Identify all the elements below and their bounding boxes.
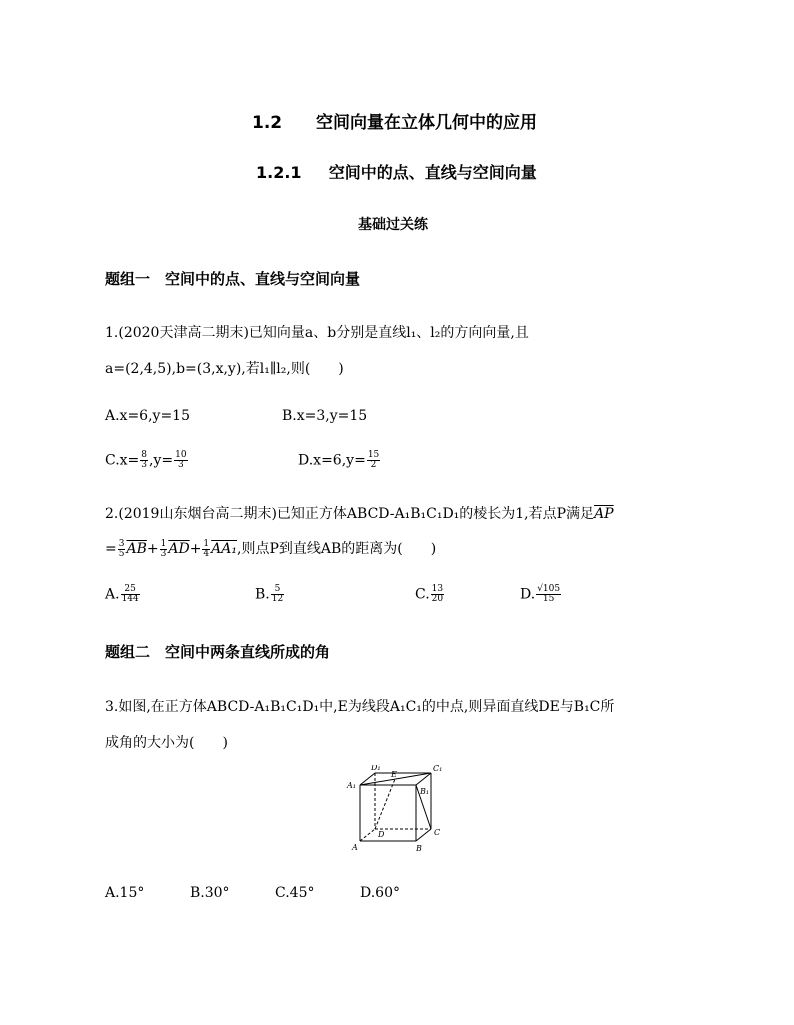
option-fraction [271,585,284,604]
level-heading: 基础过关练 [358,217,428,233]
q2-line1 [105,503,614,523]
option-label: D. [520,586,536,603]
q1-option-d-y-fraction [367,451,380,470]
label-b: B [416,844,422,853]
hidden-segment-d-e [375,779,395,829]
option-label: B. [255,586,270,603]
coef-aa1-fraction [202,540,210,559]
q1-option-c-y-fraction [174,451,187,470]
subsection-number: 1.2.1 [256,163,302,182]
group1-title: 题组一 空间中的点、直线与空间向量 [105,270,361,288]
subsection-heading [256,160,537,183]
q3-line2: 成角的大小为( ) [105,735,228,751]
coef-ad-fraction [160,540,168,559]
q3-option-a: A.15° [105,885,145,901]
vector-aa1: AA₁ [211,541,237,557]
q1-line2: a=(2,4,5),b=(3,x,y),若l₁∥l₂,则( ) [105,361,344,377]
fraction-denominator: 12 [271,594,284,604]
label-e: E [391,770,397,779]
q1-option-d-prefix: D.x=6,y= [298,452,366,469]
label-d1: D₁ [371,765,381,772]
q1-option-c-x-fraction [140,451,148,470]
edge-b-c [416,829,431,841]
plus-sign: + [189,541,202,557]
fraction-denominator: 15 [542,594,555,604]
fraction-denominator: 4 [203,548,210,559]
q2-option-d [520,585,562,604]
cube-figure [345,765,460,865]
label-c: C [434,828,441,837]
fraction-numerator: 1 [160,538,167,549]
equals-sign: = [105,541,117,557]
fraction-denominator: 20 [431,594,444,604]
fraction-denominator: 3 [141,460,148,470]
fraction-numerator: 10 [175,450,187,460]
fraction-denominator: 144 [121,594,139,604]
vector-ad: $\overline{AD}$ [168,541,190,557]
coef-ab-fraction [118,540,126,559]
fraction-numerator: √105 [537,584,561,594]
fraction-denominator: 3 [160,548,167,559]
q1-option-c-mid: ,y= [149,452,174,469]
q3-option-c: C.45° [275,885,315,901]
q1-option-c [105,451,189,470]
q2-option-a [105,585,141,604]
q3-option-b: B.30° [190,885,230,901]
q2-line1-text: 2.(2019山东烟台高二期末)已知正方体ABCD-A₁B₁C₁D₁的棱长为1,若点P满足 [105,506,595,522]
fraction-numerator: 5 [271,585,284,595]
label-b1: B₁ [420,787,430,796]
q2-line2-tail: ,则点P到直线AB的距离为( ) [237,541,437,557]
fraction-numerator: 1 [203,538,210,549]
group2-title: 题组二 空间中两条直线所成的角 [105,643,331,661]
label-d: D [378,830,385,839]
q1-line1: 1.(2020天津高二期末)已知向量a、b分别是直线l₁、l₂的方向向量,且 [105,325,529,341]
section-heading [252,108,537,133]
option-label: A. [105,586,120,603]
q1-option-d [298,451,381,470]
label-c1: C₁ [433,765,443,773]
fraction-denominator: 2 [370,460,377,470]
q2-line2 [105,538,436,559]
hidden-edge-a-d [360,829,375,841]
q1-option-c-prefix: C.x= [105,452,140,469]
subsection-title: 空间中的点、直线与空间向量 [328,163,537,182]
fraction-denominator: 5 [118,548,125,559]
option-fraction [121,585,140,604]
section-title: 空间向量在立体几何中的应用 [315,113,537,133]
q3-line1: 3.如图,在正方体ABCD-A₁B₁C₁D₁中,E为线段A₁C₁的中点,则异面直线DE与B₁C所 [105,699,615,715]
fraction-numerator: 8 [141,450,148,460]
plus-sign: + [146,541,159,557]
q1-option-a: A.x=6,y=15 [105,408,190,424]
fraction-numerator: 13 [431,584,444,594]
option-fraction [536,585,561,604]
q2-option-c [415,585,445,604]
fraction-numerator: 15 [367,450,380,460]
vector-ap: $\overline{AP}$ [594,506,614,522]
fraction-numerator: 3 [118,538,125,549]
option-label: C. [415,586,430,603]
fraction-numerator: 25 [121,585,140,595]
q2-option-b [255,585,285,604]
q3-option-d: D.60° [360,885,400,901]
section-number: 1.2 [252,113,283,133]
label-a1: A₁ [347,781,356,790]
vector-ab: $\overline{AB}$ [126,541,147,557]
q1-option-b: B.x=3,y=15 [282,408,368,424]
label-a: A [352,843,358,852]
option-fraction [431,585,444,604]
fraction-denominator: 3 [177,460,184,470]
